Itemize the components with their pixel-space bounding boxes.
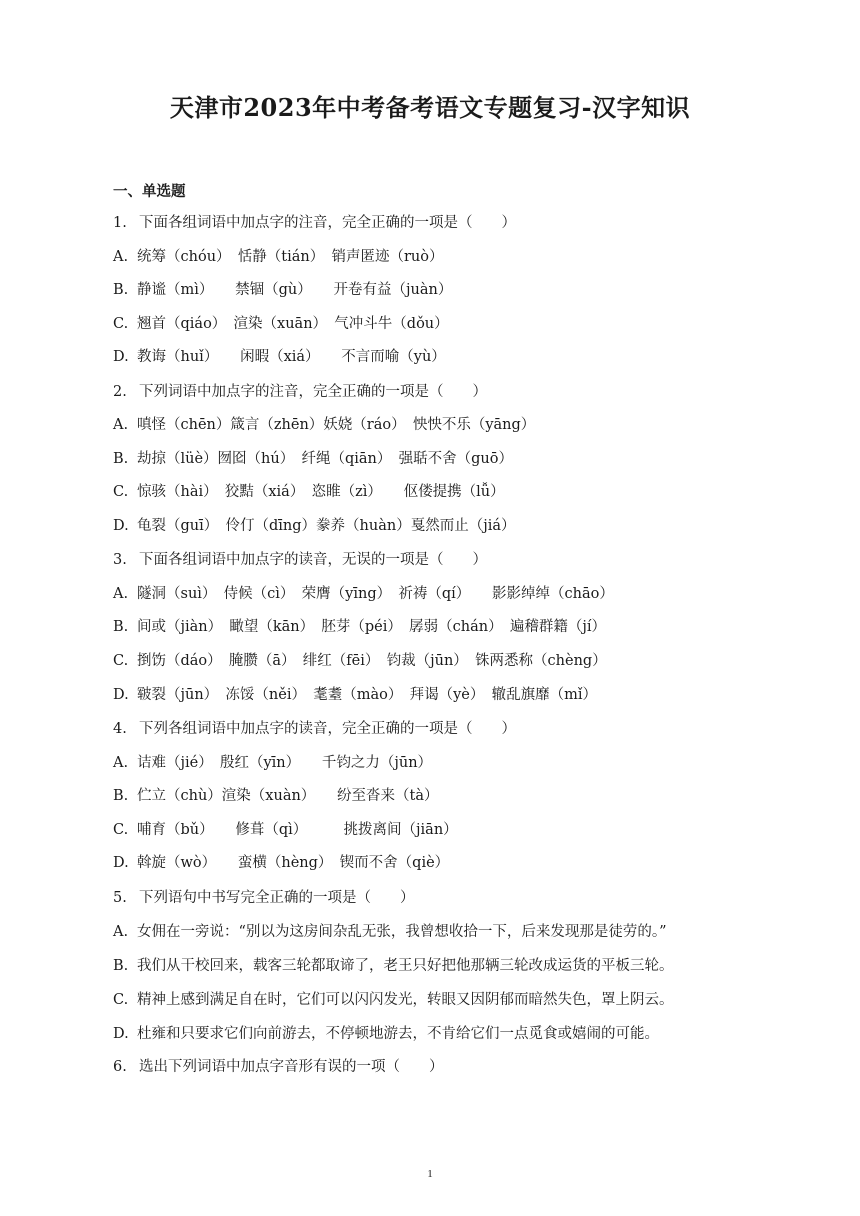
option-text: 统筹（chóu） 恬静（tián） 销声匿迹（ruò） xyxy=(137,249,444,265)
option-label: A. xyxy=(113,755,129,771)
question-5-option-a xyxy=(113,923,667,941)
option-text: 劫掠（lüè）囫囵（hú） 纤绳（qiān） 强聒不舍（guō） xyxy=(137,451,513,467)
option-text: 诘难（jié） 殷红（yīn） 千钧之力（jūn） xyxy=(137,755,433,771)
question-number: 3. xyxy=(113,552,127,568)
question-4-stem xyxy=(113,720,516,738)
question-stem-text: 下列各组词语中加点字的读音，完全正确的一项是（ ） xyxy=(139,721,516,737)
option-label: A. xyxy=(113,586,129,602)
question-3-option-d xyxy=(113,686,597,704)
question-number: 1. xyxy=(113,215,127,231)
question-3-option-c xyxy=(113,652,607,670)
option-label: A. xyxy=(113,417,129,433)
question-number: 4. xyxy=(113,721,127,737)
option-label: A. xyxy=(113,249,129,265)
section-heading: 一、单选题 xyxy=(113,183,186,200)
question-4-option-a xyxy=(113,754,432,772)
question-number: 2. xyxy=(113,384,127,400)
option-text: 教诲（huǐ） 闲暇（xiá） 不言而喻（yù） xyxy=(137,349,446,365)
question-stem-text: 选出下列词语中加点字音形有误的一项（ ） xyxy=(139,1059,444,1075)
question-2-stem xyxy=(113,383,487,401)
option-label: B. xyxy=(113,619,129,635)
option-text: 伫立（chù）渲染（xuàn） 纷至沓来（tà） xyxy=(137,788,439,804)
question-2-option-d xyxy=(113,517,516,535)
option-label: D. xyxy=(113,518,129,534)
option-label: B. xyxy=(113,451,129,467)
option-text: 翘首（qiáo） 渲染（xuān） 气冲斗牛（dǒu） xyxy=(137,316,449,332)
option-label: D. xyxy=(113,1026,129,1042)
page-title: 天津市2023年中考备考语文专题复习-汉字知识 xyxy=(169,93,691,122)
option-label: C. xyxy=(113,316,129,332)
option-text: 嗔怪（chēn）箴言（zhēn）妖娆（ráo） 怏怏不乐（yāng） xyxy=(137,417,536,433)
question-stem-text: 下面各组词语中加点字的读音，无误的一项是（ ） xyxy=(139,552,487,568)
question-5-stem xyxy=(113,889,415,907)
option-label: A. xyxy=(113,924,129,940)
question-2-option-b xyxy=(113,450,513,468)
question-stem-text: 下列词语中加点字的注音，完全正确的一项是（ ） xyxy=(139,384,487,400)
option-label: C. xyxy=(113,992,129,1008)
question-number: 6. xyxy=(113,1059,127,1075)
question-3-stem xyxy=(113,551,487,569)
question-stem-text: 下面各组词语中加点字的注音，完全正确的一项是（ ） xyxy=(139,215,516,231)
question-6-stem xyxy=(113,1058,444,1076)
option-label: D. xyxy=(113,687,129,703)
question-4-option-b xyxy=(113,787,439,805)
option-label: C. xyxy=(113,653,129,669)
option-label: B. xyxy=(113,958,129,974)
option-text: 我们从干校回来，载客三轮都取谛了，老王只好把他那辆三轮改成运货的平板三轮。 xyxy=(137,958,674,974)
question-3-option-a xyxy=(113,585,614,603)
option-text: 静谧（mì） 禁锢（gù） 开卷有益（juàn） xyxy=(137,282,453,298)
question-5-option-b xyxy=(113,957,674,975)
option-label: B. xyxy=(113,282,129,298)
option-label: B. xyxy=(113,788,129,804)
question-2-option-c xyxy=(113,483,505,501)
option-text: 龟裂（guī） 伶仃（dīng）豢养（huàn）戛然而止（jiá） xyxy=(137,518,516,534)
question-5-option-d xyxy=(113,1025,659,1043)
question-stem-text: 下列语句中书写完全正确的一项是（ ） xyxy=(139,890,415,906)
option-label: C. xyxy=(113,822,129,838)
option-text: 精神上感到满足自在时，它们可以闪闪发光，转眼又因阴郁而暗然失色，罩上阴云。 xyxy=(137,992,674,1008)
option-text: 捯饬（dáo） 腌臜（ā） 绯红（fēi） 钧裁（jūn） 铢两悉称（chèng） xyxy=(137,653,607,669)
option-label: C. xyxy=(113,484,129,500)
question-1-stem xyxy=(113,214,516,232)
question-1-option-b xyxy=(113,281,452,299)
option-label: D. xyxy=(113,349,129,365)
question-5-option-c xyxy=(113,991,674,1009)
option-text: 隧洞（suì） 侍候（cì） 荣膺（yīng） 祈祷（qí） 影影绰绰（chāo） xyxy=(137,586,614,602)
question-2-option-a xyxy=(113,416,535,434)
question-1-option-d xyxy=(113,348,446,366)
option-text: 女佣在一旁说：“别以为这房间杂乱无张，我曾想收拾一下，后来发现那是徒劳的。” xyxy=(137,924,667,940)
question-1-option-a xyxy=(113,248,443,266)
option-text: 皲裂（jūn） 冻馁（něi） 耄耋（mào） 拜谒（yè） 辙乱旗靡（mǐ） xyxy=(137,687,598,703)
question-1-option-c xyxy=(113,315,449,333)
question-4-option-d xyxy=(113,854,449,872)
option-text: 间或（jiàn） 瞰望（kān） 胚芽（péi） 孱弱（chán） 遍稽群籍（jí） xyxy=(137,619,606,635)
question-4-option-c xyxy=(113,821,458,839)
option-text: 杜雍和只要求它们向前游去，不停顿地游去，不肯给它们一点觅食或嬉闹的可能。 xyxy=(137,1026,659,1042)
page-number: 1 xyxy=(427,1168,433,1180)
option-text: 惊骇（hài） 狡黠（xiá） 恣睢（zì） 伛偻提携（lǚ） xyxy=(137,484,505,500)
option-label: D. xyxy=(113,855,129,871)
question-number: 5. xyxy=(113,890,127,906)
option-text: 斡旋（wò） 蛮横（hèng） 锲而不舍（qiè） xyxy=(137,855,450,871)
option-text: 哺育（bǔ） 修葺（qì） 挑拨离间（jiān） xyxy=(137,822,458,838)
question-3-option-b xyxy=(113,618,606,636)
